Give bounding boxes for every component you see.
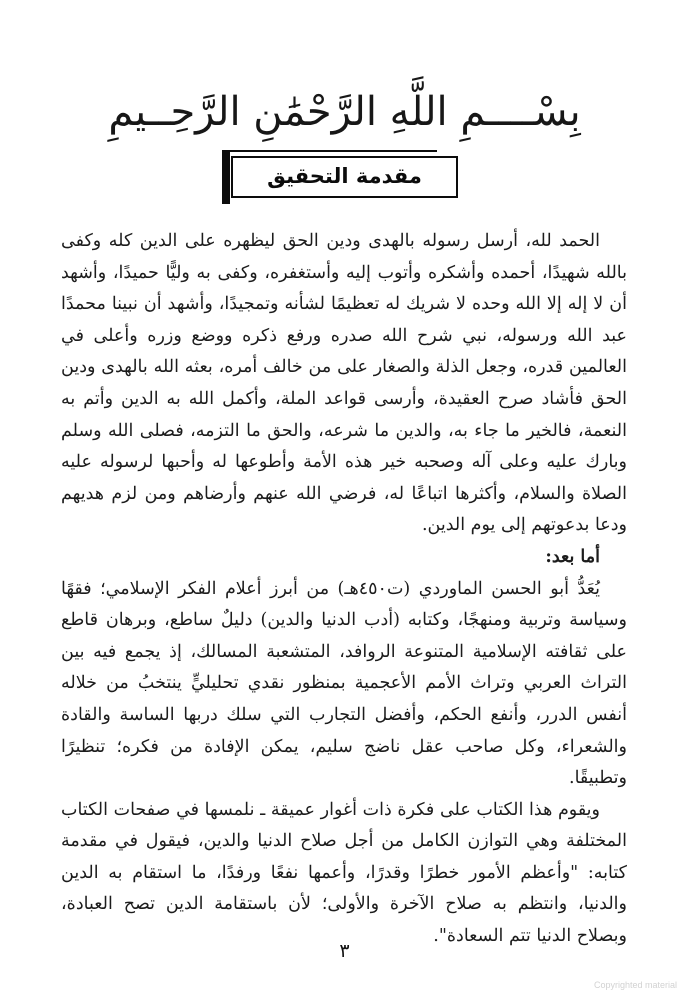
- title-box-shadow-top: [222, 150, 437, 152]
- paragraph-book-idea: ويقوم هذا الكتاب على فكرة ذات أغوار عميقة ـ نلمسها في صفحات الكتاب المختلفة وهي التوازن الكامل من أجل صلاح الدنيا والدين، فيقول في مقدمة كتابه: "وأعظم الأمور خطرًا وقدرًا، وأعمها نفعًا ورفدًا، ما استقام به الدين والدنيا، وانتظم به صلاح الآخرة والأولى؛ لأن باستقامة الدين تصح العبادة، وبصلاح الدنيا تتم السعادة".: [61, 799, 627, 947]
- heading-amma-baad: أما بعد:: [545, 546, 600, 567]
- section-title-box: [231, 156, 458, 198]
- paragraph-mawardi-intro: يُعَدُّ أبو الحسن الماوردي (ت٤٥٠هـ) من أبرز أعلام الفكر الإسلامي؛ فقهًا وسياسة وتربية ومنهجًا، وكتابه (أدب الدنيا والدين) دليلٌ ساطع، وبرهان قاطع على ثقافته الإسلامية المتنوعة الروافد، المتشعبة المسالك، إذ يجمع فيه بين التراث العربي وتراث الأمم الأعجمية بمنظور نقدي تحليليٍّ ينتخبُ من خلاله أنفس الدرر، وأنفع الحكم، وأفضل التجارب التي سلك دربها الساسة والقادة والشعراء، وكل صاحب عقل ناضج سليم، يمكن الإفادة من فكره؛ تنظيرًا وتطبيقًا.: [61, 578, 627, 789]
- basmala-calligraphy: بِسْــــمِ اللَّهِ الرَّحْمَٰنِ الرَّحِــيمِ: [108, 89, 581, 135]
- body-text-block: [61, 226, 627, 953]
- copyright-watermark: Copyrighted material: [593, 980, 677, 990]
- page-number: ٣: [339, 940, 350, 962]
- title-box-shadow-bar: [222, 150, 230, 204]
- section-title: مقدمة التحقيق: [267, 164, 422, 188]
- section-title-wrap: [0, 156, 689, 214]
- paragraph-hamd: الحمد لله، أرسل رسوله بالهدى ودين الحق ليظهره على الدين كله وكفى بالله شهيدًا، أحمده وأشكره وأتوب إليه وأستغفره، وكفى به وليًّا حميدًا، وأشهد أن لا إله إلا الله وحده لا شريك له تعظيمًا لشأنه وتمجيدًا، وأشهد أن نبينا محمدًا عبد الله ورسوله، نبي شرح الله صدره ورفع ذكره ووضع وزره وأعلى في العالمين قدره، وجعل الذلة والصغار على من خالف أمره، بعثه الله بالهدى ودين الحق فأشاد صرح العقيدة، وأرسى قواعد الملة، وأكمل الله به الدين وأتم به النعمة، فالخير ما جاء به، والدين ما شرعه، والحق ما التزمه، فصلى الله وسلم وبارك عليه وعلى آله وصحبه خير هذه الأمة وأطوعها له وأحبها لرسوله عليه الصلاة والسلام، وأكثرها اتباعًا له، فرضي الله عنهم وأرضاهم ومن لزم هديهم ودعا بدعوتهم إلى يوم الدين.: [61, 231, 627, 536]
